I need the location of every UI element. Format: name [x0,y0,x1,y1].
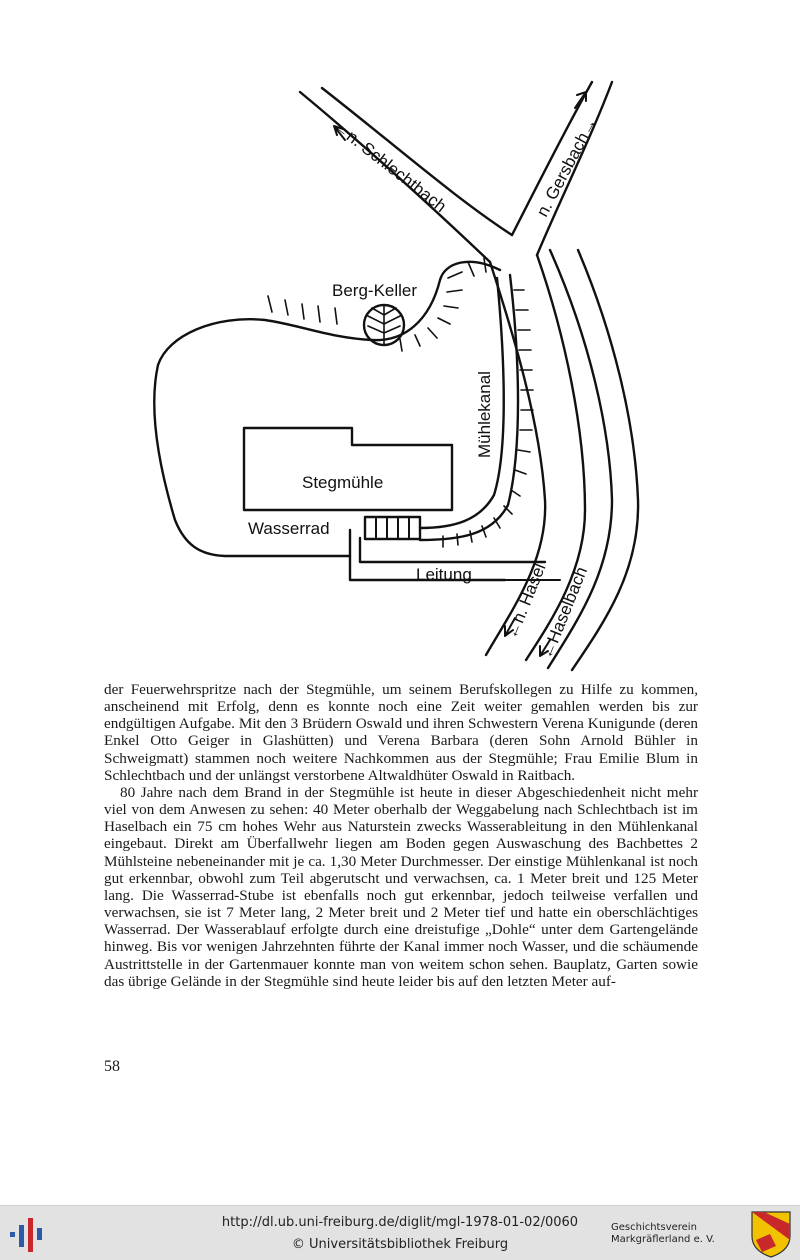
society-line: Geschichtsverein [611,1222,697,1233]
label-gersbach: n. Gersbach→ [532,114,601,220]
label-hasel: ←n. Hasel [502,560,550,642]
page-number: 58 [104,1058,120,1075]
label-schlechtbach: ←n. Schlechtbach [329,116,450,217]
paragraph: 80 Jahre nach dem Brand in der Stegmühle ist heute in dieser Abgeschiedenheit nicht mehr viel von dem Anwesen zu sehen: 40 Meter oberhalb der Weggabelung nach Schlechtbach ist im Haselbach ein 75 cm hohes Wehr aus Naturstein zwecks Wasserableitung in den Mühlenkanal eingebaut. Direkt am Überfallwehr liegen am Boden gegen Auswaschung des Bachbettes 2 Mühlsteine nebeneinander mit je ca. 1,30 Meter Durchmesser. Der einstige Mühlenkanal ist noch gut erkennbar, obwohl zum Teil abgerutscht und verwachsen, ca. 1 Meter breit und 125 Meter lang. Die Wasserrad-Stube ist ebenfalls noch gut erkennbar, jedoch teilweise verfallen und verwachsen, sie ist 7 Meter lang, 2 Meter breit und 2 Meter tief und hatte ein oberschlächtiges Wasserrad. Der Wasserablauf erfolgte durch eine dreistufige „Dohle“ unter dem Gartengelände hinweg. Bis vor wenigen Jahrzehnten führte der Kanal immer noch Wasser, und die schäumende Austrittstelle in der Gartenmauer konnte man von weitem schon sehen. Bauplatz, Garten sowie das übrige Gelände in der Stegmühle sind heute leider bis auf den letzten Meter auf- [104,783,698,990]
wasserrad-symbol [365,517,420,539]
label-muehlekanal: Mühlekanal [475,371,494,458]
leitung-pipe [360,538,545,562]
copyright: © Universitätsbibliothek Freiburg [291,1237,509,1252]
stegmuehle-building [244,428,452,510]
society-line: Markgräflerland e. V. [611,1234,715,1245]
slope-hachures [268,258,486,351]
body-text [104,681,698,990]
paragraph: der Feuerwehrspritze nach der Stegmühle, um seinem Berufskollegen zu Hilfe zu kommen, anscheinend mit Erfolg, denn es konnte noch eine Zeit weiter gemahlen werden bis zur endgültigen Aufgabe. Mit den 3 Brüdern Oswald und ihren Schwestern Verena Kunigunde (deren Enkel Otto Geiger in Glashütten) und Verena Barbara (deren Sohn Arnold Bühler in Schweigmatt) stammen noch weitere Nachkommen aus der Stegmühle; Frau Emilie Blum in Schlechtbach und der unlängst verstorbene Altwaldhüter Oswald in Raitbach. [104,681,698,784]
label-stegmuehle: Stegmühle [302,473,384,492]
society-name [611,1222,715,1246]
label-leitung: Leitung [416,565,472,584]
arrow-gersbach [575,92,586,108]
page-url[interactable]: http://dl.ub.uni-freiburg.de/diglit/mgl-1978-01-02/0060 [221,1215,579,1230]
coat-of-arms-icon [750,1210,792,1258]
label-wasserrad: Wasserrad [248,519,330,538]
road-schlechtbach-edge [322,88,512,235]
berg-keller-symbol [364,305,404,345]
label-haselbach: ←Haselbach [537,564,592,662]
label-berg-keller: Berg-Keller [332,281,418,300]
viewer-footer [0,1205,800,1260]
